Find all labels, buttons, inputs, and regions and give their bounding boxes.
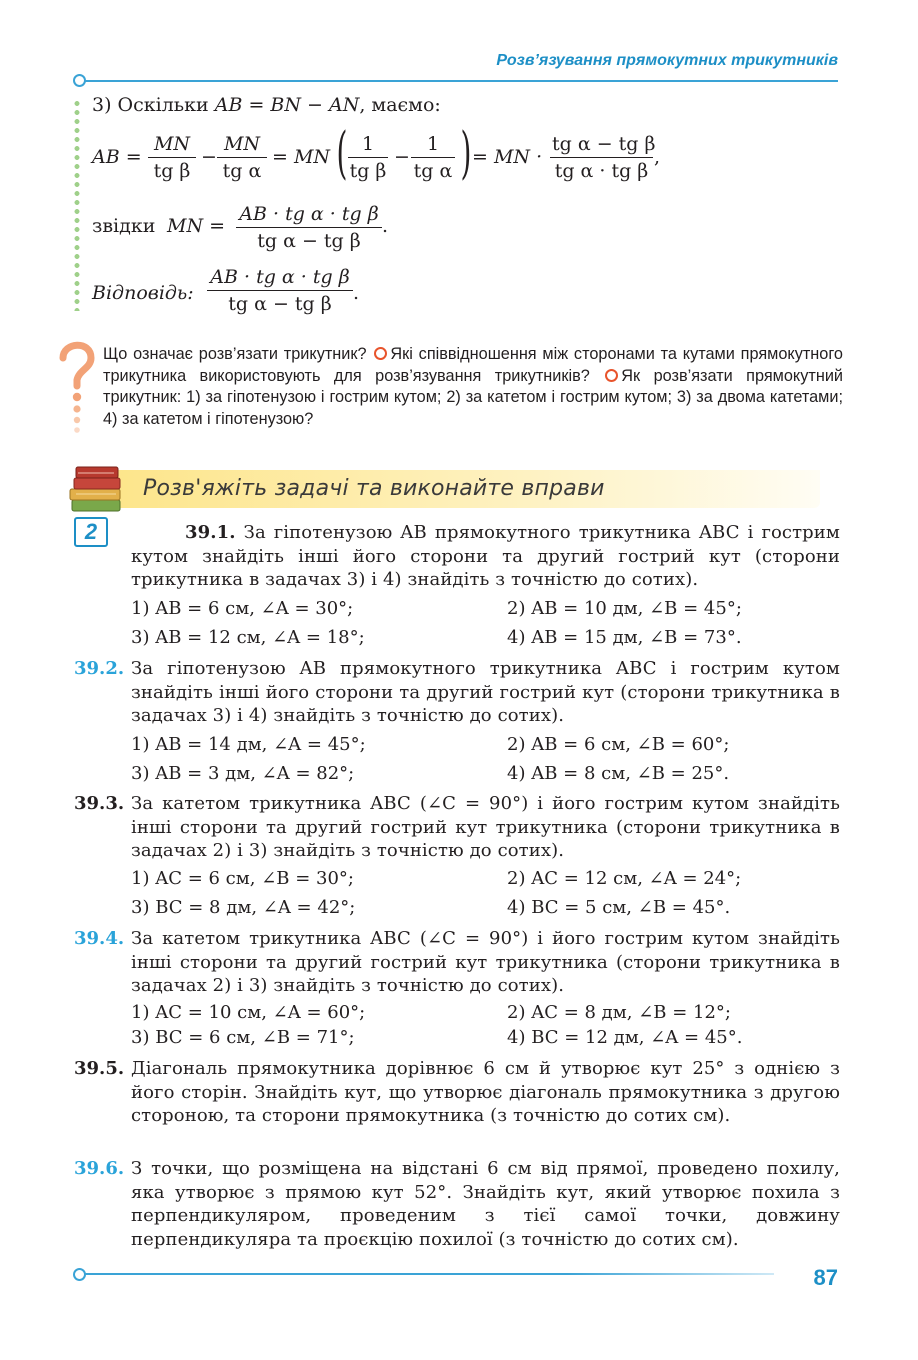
task-text-content: За гіпотенузою AB прямокутного трикутника ABC і гострим кутом знайдіть інші його сторони та другий гострий кут (сторони трикутника в задачах 3) і 4) знайдіть з точністю до сотих). [131, 522, 840, 590]
task-text [131, 521, 840, 592]
ring-bullet-icon [605, 369, 618, 382]
option: 4) AB = 8 см, ∠B = 25°. [507, 763, 730, 784]
option: 3) BC = 6 см, ∠B = 71°; [131, 1027, 355, 1048]
running-title: Розв’язування прямокутних трикутників [496, 52, 838, 69]
solution-dots [74, 99, 80, 311]
option: 1) AC = 6 см, ∠B = 30°; [131, 868, 354, 889]
eq-f3-den: tg β [349, 160, 387, 182]
task-text: З точки, що розміщена на відстані 6 см від прямої, проведено похилу, яка утворює з прямою кут 52°. Знайдіть кут, який утворює похила з перпендикуляром, проведеним з тієї самої точки, довжину перпендикуляра та проєкцію похилої (з точністю до сотих см). [131, 1158, 840, 1250]
answer-num: AB · tg α · tg β [207, 268, 353, 291]
answer-period: . [353, 282, 360, 304]
eq-f5-den: tg α · tg β [554, 160, 649, 182]
solution-step-tail: , маємо: [359, 94, 441, 116]
eq-fraction-5 [550, 133, 656, 182]
task-number: 39.5. [74, 1058, 125, 1079]
task-39-1 [74, 521, 840, 592]
option: 2) AB = 10 дм, ∠B = 45°; [507, 598, 742, 619]
eq-f1-den: tg β [153, 160, 191, 182]
option: 4) BC = 5 см, ∠B = 45°. [507, 897, 731, 918]
ring-bullet-icon [374, 347, 387, 360]
whence-lhs: MN = [167, 215, 226, 237]
eq-lhs: AB = [92, 146, 142, 168]
eq-f4-num: 1 [411, 135, 455, 158]
task-39-2 [74, 657, 840, 728]
task-text: За гіпотенузою AB прямокутного трикутника ABC і гострим кутом знайдіть інші його сторони та другий гострий кут (сторони трикутника в задачах 3) і 4) знайдіть з точністю до сотих). [131, 658, 840, 726]
exercises-banner-title: Розв'яжіть задачі та виконайте вправи [143, 476, 605, 501]
question-mark-icon [55, 336, 99, 436]
option: 4) AB = 15 дм, ∠B = 73°. [507, 627, 742, 648]
eq-f3-num: 1 [348, 135, 388, 158]
page-number: 87 [813, 1265, 838, 1290]
whence-num: AB · tg α · tg β [236, 205, 382, 228]
option: 2) AB = 6 см, ∠B = 60°; [507, 734, 730, 755]
header-rule [84, 80, 838, 82]
question-2: Які співвідношення між сторонами та кутами прямокутного трикутника використовують для розв’язування трикутників? [103, 345, 843, 385]
eq-f5-num: tg α − tg β [550, 135, 653, 158]
answer-fraction [207, 268, 353, 314]
task-text: Діагональ прямокутника дорівнює 6 см й утворює кут 25° з однією з його сторін. Знайдіть кут, що утворює діагональ прямокутника з другою стороною, та сторони прямокутника (з точністю до сотих см). [131, 1058, 840, 1126]
option: 1) AC = 10 см, ∠A = 60°; [131, 1002, 366, 1023]
footer-rule [84, 1273, 774, 1275]
question-3: Як розв’язати прямокутний трикутник: 1) за гіпотенузою і гострим кутом; 2) за катетом і гострим кутом; 3) за двома катетами; 4) за катетом і гіпотенузою? [103, 366, 844, 428]
answer-label: Відповідь: [92, 282, 194, 304]
task-number: 39.4. [74, 928, 125, 949]
header-rule-dot [73, 74, 86, 87]
eq-minus-1: − [201, 146, 217, 168]
task-39-3 [74, 792, 840, 863]
difficulty-level-badge: 2 [74, 517, 108, 547]
review-questions [103, 344, 843, 430]
whence-label: звідки [92, 215, 156, 237]
task-text: За катетом трикутника ABC (∠C = 90°) і його гострим кутом знайдіть інші сторони та другий гострий кут трикутника (сторони трикутника в задачах 2) і 3) знайдіть з точністю до сотих). [131, 928, 840, 996]
question-1: Що означає розв’язати трикутник? [103, 345, 367, 363]
option: 3) AB = 12 см, ∠A = 18°; [131, 627, 365, 648]
whence-period: . [382, 215, 389, 237]
eq-comma: , [654, 146, 661, 168]
right-paren: ) [460, 121, 472, 186]
option: 2) AC = 8 дм, ∠B = 12°; [507, 1002, 731, 1023]
whence-den: tg α − tg β [257, 230, 361, 252]
option: 1) AB = 14 дм, ∠A = 45°; [131, 734, 366, 755]
eq-mn-2: = MN · [472, 146, 543, 168]
solution-step-formula: AB = BN − AN [214, 94, 360, 116]
option: 1) AB = 6 см, ∠A = 30°; [131, 598, 354, 619]
task-39-4 [74, 927, 840, 998]
eq-fraction-2 [217, 135, 267, 181]
eq-fraction-4 [411, 135, 455, 181]
eq-f1-num: MN [148, 135, 196, 158]
task-number: 39.3. [74, 793, 125, 814]
solution-step-line [92, 96, 441, 115]
task-39-5 [74, 1057, 840, 1128]
task-number: 39.2. [74, 658, 125, 679]
eq-fraction-3 [348, 135, 388, 181]
task-text: За катетом трикутника ABC (∠C = 90°) і його гострим кутом знайдіть інші сторони та другий гострий кут трикутника (сторони трикутника в задачах 2) і 3) знайдіть з точністю до сотих). [131, 793, 840, 861]
eq-mn-1: = MN [272, 146, 331, 168]
option: 3) AB = 3 дм, ∠A = 82°; [131, 763, 355, 784]
solution-step-label: 3) Оскільки [92, 94, 209, 116]
eq-minus-2: − [394, 146, 410, 168]
left-paren: ( [336, 121, 348, 186]
task-number: 39.6. [74, 1158, 125, 1179]
eq-f2-den: tg α [222, 160, 262, 182]
eq-f2-num: MN [217, 135, 267, 158]
option: 2) AC = 12 см, ∠A = 24°; [507, 868, 742, 889]
option: 3) BC = 8 дм, ∠A = 42°; [131, 897, 356, 918]
task-39-6 [74, 1157, 840, 1251]
option: 4) BC = 12 дм, ∠A = 45°. [507, 1027, 743, 1048]
eq-fraction-1 [148, 135, 196, 181]
whence-fraction [236, 205, 382, 251]
books-icon [68, 462, 126, 516]
answer-den: tg α − tg β [228, 293, 332, 315]
eq-f4-den: tg α [413, 160, 453, 182]
task-number-inline: 39.1. [185, 522, 236, 543]
